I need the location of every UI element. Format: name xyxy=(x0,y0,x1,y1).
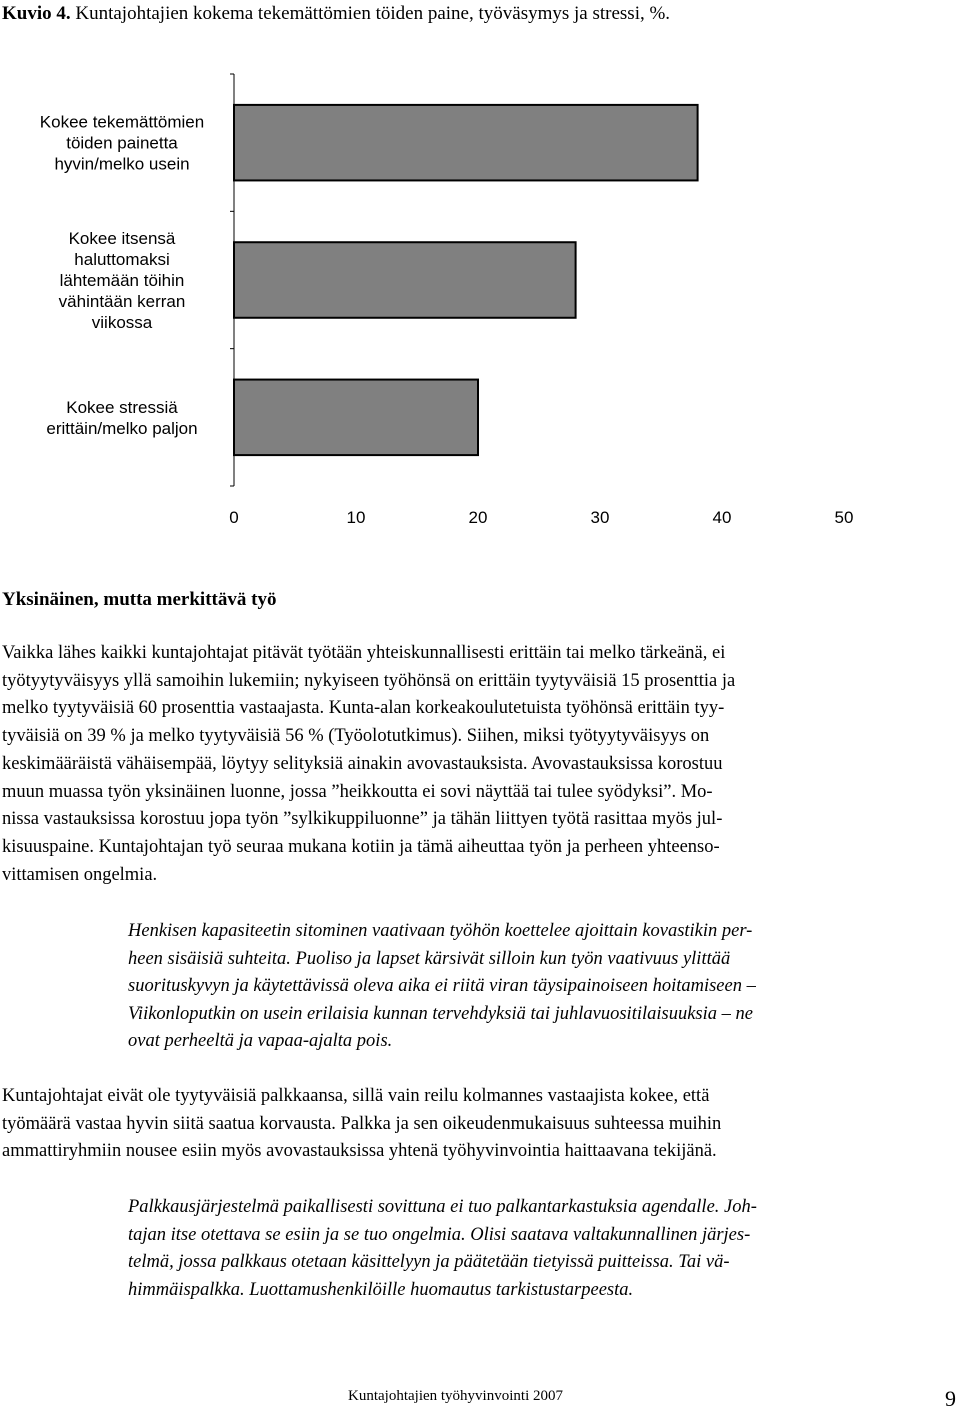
figure-caption xyxy=(2,2,670,26)
quote-2-line: himmäispalkka. Luottamushenkilöille huomautus tarkistustarpeesta. xyxy=(128,1279,634,1300)
figure-caption-text: Kuntajohtajien kokema tekemättömien töiden paine, työväsymys ja stressi, %. xyxy=(75,3,671,24)
paragraph-2-line: työmäärä vastaa hyvin siitä saatua korvausta. Palkka ja sen oikeudenmukaisuus suhteessa muihin xyxy=(2,1113,722,1134)
paragraph-1-line: nissa vastauksissa korostuu jopa työn ”sylkikuppiluonne” ja tähän liittyen työtä rasittaa myös jul- xyxy=(2,809,723,830)
quote-2 xyxy=(128,1194,948,1304)
paragraph-1-line: Vaikka lähes kaikki kuntajohtajat pitävät työtään yhteiskunnallisesti erittäin tai melko tärkeänä, ei xyxy=(2,643,726,663)
paragraph-1-line: tyväisiä on 39 % ja melko tyytyväisiä 56 % (Työolotutkimus). Siihen, miksi työtyytyväisyys on xyxy=(2,726,710,747)
figure-number: Kuvio 4. xyxy=(2,3,71,24)
bar-chart xyxy=(0,60,960,540)
bar xyxy=(234,380,478,456)
category-label: Kokee stressiä xyxy=(66,397,178,417)
footer-title: Kuntajohtajien työhyvinvointi 2007 xyxy=(348,1388,563,1404)
category-label: lähtemään töihin xyxy=(59,271,185,290)
category-label: vähintään kerran xyxy=(58,292,186,311)
quote-2-line: Palkkausjärjestelmä paikallisesti sovittuna ei tuo palkantarkastuksia agendalle. Joh- xyxy=(128,1197,757,1217)
quote-1-line: Henkisen kapasiteetin sitominen vaativaan työhön koettelee ajoittain kovastikin per- xyxy=(128,921,753,941)
quote-1-line: suorituskyvyn ja käytettävissä oleva aika ei riitä viran täysipainoiseen hoitamiseen – xyxy=(128,976,756,996)
chart-bars xyxy=(234,105,698,455)
quote-2-line: tajan itse otettava se esiin ja se tuo ongelmia. Olisi saatava valtakunnallinen järjes- xyxy=(128,1224,751,1245)
x-tick-label: 0 xyxy=(229,508,239,527)
category-label: Kokee itsensä xyxy=(68,229,176,248)
paragraph-1-line: melko tyytyväisiä 60 prosenttia vastaajasta. Kunta-alan korkeakoulutetuista työhönsä erittäin tyy- xyxy=(2,698,725,719)
paragraph-1-line: keskimääräistä vähäisempää, löytyy selityksiä ainakin avovastauksista. Avovastauksissa korostuu xyxy=(2,753,723,774)
x-tick-label: 20 xyxy=(468,508,488,527)
category-label: töiden painetta xyxy=(66,133,178,153)
category-label: Kokee tekemättömien xyxy=(39,112,205,132)
category-label: haluttomaksi xyxy=(74,250,170,269)
x-tick-label: 50 xyxy=(834,508,854,527)
bar xyxy=(234,105,698,181)
x-tick-label: 40 xyxy=(712,508,732,527)
category-label: hyvin/melko usein xyxy=(54,154,190,174)
chart-tick-labels xyxy=(229,508,853,527)
quote-1-line: ovat perheeltä ja vapaa-ajalta pois. xyxy=(128,1031,393,1051)
paragraph-1-line: muun muassa työn yksinäinen luonne, jossa ”heikkoutta ei sovi näyttää tai tulee syödyksi”. Mo- xyxy=(2,781,713,802)
page-number: 9 xyxy=(945,1386,956,1411)
category-label: viikossa xyxy=(91,313,153,332)
x-tick-label: 30 xyxy=(590,508,610,527)
paragraph-1 xyxy=(2,640,956,889)
paragraph-1-line: työtyytyväisyys yllä samoihin lukemiin; nykyiseen työhönsä on erittäin tyytyväisiä 15 prosenttia ja xyxy=(2,670,736,691)
quote-1-line: heen sisäisiä suhteita. Puoliso ja lapset kärsivät silloin kun työn vaativuus ylittää xyxy=(128,948,731,969)
paragraph-1-line: kisuuspaine. Kuntajohtajan työ seuraa mukana kotiin ja tämä aiheuttaa työn ja perheen yhteenso- xyxy=(2,836,720,857)
paragraph-2-line: ammattiryhmiin nousee esiin myös avovastauksissa yhtenä työhyvinvointia haittaavana tekijänä. xyxy=(2,1141,717,1162)
paragraph-1-line: vittamisen ongelmia. xyxy=(2,864,158,885)
paragraph-2-line: Kuntajohtajat eivät ole tyytyväisiä palkkaansa, sillä vain reilu kolmannes vastaajista kokee, että xyxy=(2,1086,710,1106)
category-label: erittäin/melko paljon xyxy=(46,418,198,438)
quote-2-line: telmä, jossa palkkaus otetaan käsittelyyn ja päätetään tietyissä puitteissa. Tai vä- xyxy=(128,1252,730,1272)
bar xyxy=(234,242,576,318)
quote-1 xyxy=(128,918,948,1056)
paragraph-2 xyxy=(2,1083,956,1166)
x-tick-label: 10 xyxy=(346,508,366,527)
quote-1-line: Viikonloputkin on usein erilaisia kunnan tervehdyksiä tai juhlavuositilaisuuksia – ne xyxy=(128,1003,753,1024)
section-heading: Yksinäinen, mutta merkittävä työ xyxy=(2,589,277,610)
chart-category-labels xyxy=(40,113,204,438)
